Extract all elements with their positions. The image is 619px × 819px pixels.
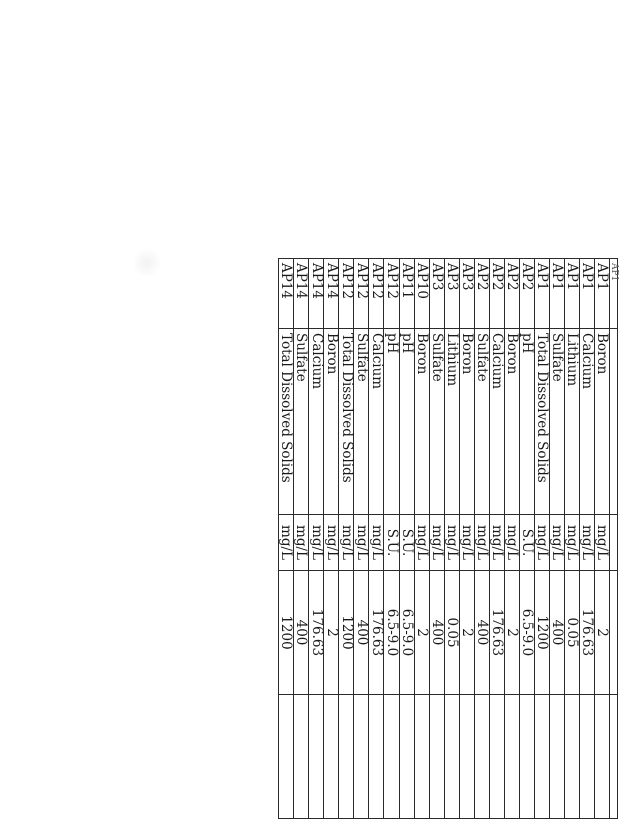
- cell-unit: AP1: [595, 259, 610, 329]
- table-row: [489, 259, 504, 819]
- cell-value: 176.63: [580, 571, 595, 695]
- cell-value: 400: [429, 571, 444, 695]
- cell-empty: [354, 695, 369, 819]
- cell-value: 2: [324, 571, 339, 695]
- cell-units: mg/L: [550, 515, 565, 571]
- table-row: [384, 259, 399, 819]
- cell-parameter: Sulfate: [474, 329, 489, 515]
- cell-units: mg/L: [429, 515, 444, 571]
- rotated-table-container: [278, 258, 618, 818]
- cell-empty: [444, 695, 459, 819]
- cell-empty: [519, 695, 534, 819]
- cell-parameter: Boron: [414, 329, 429, 515]
- cell-units: mg/L: [580, 515, 595, 571]
- cell-parameter: Calcium: [369, 329, 384, 515]
- cell-unit: AP12: [369, 259, 384, 329]
- cell-parameter: Calcium: [580, 329, 595, 515]
- table-row: [399, 259, 414, 819]
- table-row: [534, 259, 549, 819]
- cell-parameter: [610, 329, 618, 515]
- cell-unit: AP3: [429, 259, 444, 329]
- cell-empty: [580, 695, 595, 819]
- cell-unit: AP12: [354, 259, 369, 329]
- cell-parameter: Lithium: [444, 329, 459, 515]
- cell-unit: AP11: [399, 259, 414, 329]
- cell-empty: [399, 695, 414, 819]
- table-body: [279, 259, 618, 819]
- cell-units: mg/L: [534, 515, 549, 571]
- cell-unit: AP2: [474, 259, 489, 329]
- cell-unit: AP1: [550, 259, 565, 329]
- cell-parameter: Total Dissolved Solids: [279, 329, 294, 515]
- cell-units: mg/L: [474, 515, 489, 571]
- cell-unit: AP1: [580, 259, 595, 329]
- cell-units: mg/L: [489, 515, 504, 571]
- cell-empty: [294, 695, 309, 819]
- cell-unit: AP14: [324, 259, 339, 329]
- cell-units: mg/L: [354, 515, 369, 571]
- cell-value: 400: [474, 571, 489, 695]
- cell-empty: [534, 695, 549, 819]
- cell-units: mg/L: [565, 515, 580, 571]
- cell-unit: AP3: [459, 259, 474, 329]
- cell-units: mg/L: [414, 515, 429, 571]
- cell-units: S.U.: [384, 515, 399, 571]
- cell-parameter: Boron: [459, 329, 474, 515]
- cell-units: mg/L: [309, 515, 324, 571]
- cell-value: 176.63: [369, 571, 384, 695]
- table-row: [354, 259, 369, 819]
- cell-empty: [504, 695, 519, 819]
- cell-value: 176.63: [309, 571, 324, 695]
- table-row: [550, 259, 565, 819]
- cell-value: 6.5-9.0: [384, 571, 399, 695]
- cell-parameter: Total Dissolved Solids: [339, 329, 354, 515]
- cell-value: [610, 571, 618, 695]
- table-row: [459, 259, 474, 819]
- table-row: [369, 259, 384, 819]
- table-row: [429, 259, 444, 819]
- table-row: [414, 259, 429, 819]
- cell-parameter: Boron: [504, 329, 519, 515]
- cell-units: mg/L: [279, 515, 294, 571]
- cell-unit: AP1: [610, 259, 618, 329]
- cell-units: mg/L: [339, 515, 354, 571]
- table-row: [294, 259, 309, 819]
- cell-value: 2: [459, 571, 474, 695]
- cell-unit: AP1: [565, 259, 580, 329]
- cell-value: 6.5-9.0: [399, 571, 414, 695]
- cell-empty: [565, 695, 580, 819]
- table-row: [565, 259, 580, 819]
- cell-value: 1200: [339, 571, 354, 695]
- cell-empty: [324, 695, 339, 819]
- cell-parameter: Boron: [595, 329, 610, 515]
- cell-parameter: Calcium: [309, 329, 324, 515]
- cell-value: 176.63: [489, 571, 504, 695]
- cell-units: mg/L: [459, 515, 474, 571]
- cell-parameter: pH: [519, 329, 534, 515]
- cell-empty: [429, 695, 444, 819]
- cell-units: mg/L: [324, 515, 339, 571]
- table-row: [324, 259, 339, 819]
- cell-parameter: pH: [399, 329, 414, 515]
- cell-units: S.U.: [519, 515, 534, 571]
- cell-value: 2: [595, 571, 610, 695]
- cell-empty: [474, 695, 489, 819]
- cell-empty: [489, 695, 504, 819]
- cell-unit: AP14: [279, 259, 294, 329]
- table-row: [595, 259, 610, 819]
- cell-empty: [369, 695, 384, 819]
- cell-empty: [459, 695, 474, 819]
- cell-parameter: Lithium: [565, 329, 580, 515]
- cell-empty: [550, 695, 565, 819]
- cell-units: mg/L: [444, 515, 459, 571]
- cell-unit: AP12: [384, 259, 399, 329]
- cell-units: S.U.: [399, 515, 414, 571]
- cell-units: mg/L: [504, 515, 519, 571]
- cell-empty: [595, 695, 610, 819]
- cell-value: 1200: [534, 571, 549, 695]
- cell-value: 2: [414, 571, 429, 695]
- cell-value: 0.05: [565, 571, 580, 695]
- table-row: [504, 259, 519, 819]
- cell-unit: AP2: [489, 259, 504, 329]
- groundwater-protection-standards-table: [278, 258, 618, 819]
- cell-value: 2: [504, 571, 519, 695]
- cell-units: mg/L: [369, 515, 384, 571]
- table-row: [580, 259, 595, 819]
- cell-value: 0.05: [444, 571, 459, 695]
- cell-parameter: pH: [384, 329, 399, 515]
- cell-value: 400: [354, 571, 369, 695]
- cell-parameter: Boron: [324, 329, 339, 515]
- cell-parameter: Sulfate: [429, 329, 444, 515]
- cell-units: mg/L: [595, 515, 610, 571]
- cell-parameter: Sulfate: [550, 329, 565, 515]
- cell-value: 1200: [279, 571, 294, 695]
- table-row: [279, 259, 294, 819]
- cell-unit: AP2: [504, 259, 519, 329]
- cell-parameter: Sulfate: [354, 329, 369, 515]
- cell-empty: [610, 695, 618, 819]
- scan-smudge: [132, 248, 162, 278]
- cell-unit: AP3: [444, 259, 459, 329]
- table-row: [339, 259, 354, 819]
- table-row: [444, 259, 459, 819]
- cell-units: mg/L: [294, 515, 309, 571]
- cell-empty: [309, 695, 324, 819]
- cell-units: [610, 515, 618, 571]
- table-row-clipped: [610, 259, 618, 819]
- cell-empty: [384, 695, 399, 819]
- cell-unit: AP12: [339, 259, 354, 329]
- cell-unit: AP1: [534, 259, 549, 329]
- cell-value: 6.5-9.0: [519, 571, 534, 695]
- cell-empty: [279, 695, 294, 819]
- cell-parameter: Calcium: [489, 329, 504, 515]
- table-row: [519, 259, 534, 819]
- cell-unit: AP2: [519, 259, 534, 329]
- table-row: [474, 259, 489, 819]
- cell-parameter: Total Dissolved Solids: [534, 329, 549, 515]
- cell-empty: [414, 695, 429, 819]
- cell-unit: AP14: [309, 259, 324, 329]
- cell-value: 400: [294, 571, 309, 695]
- cell-unit: AP10: [414, 259, 429, 329]
- cell-value: 400: [550, 571, 565, 695]
- table-row: [309, 259, 324, 819]
- cell-parameter: Sulfate: [294, 329, 309, 515]
- cell-empty: [339, 695, 354, 819]
- cell-unit: AP14: [294, 259, 309, 329]
